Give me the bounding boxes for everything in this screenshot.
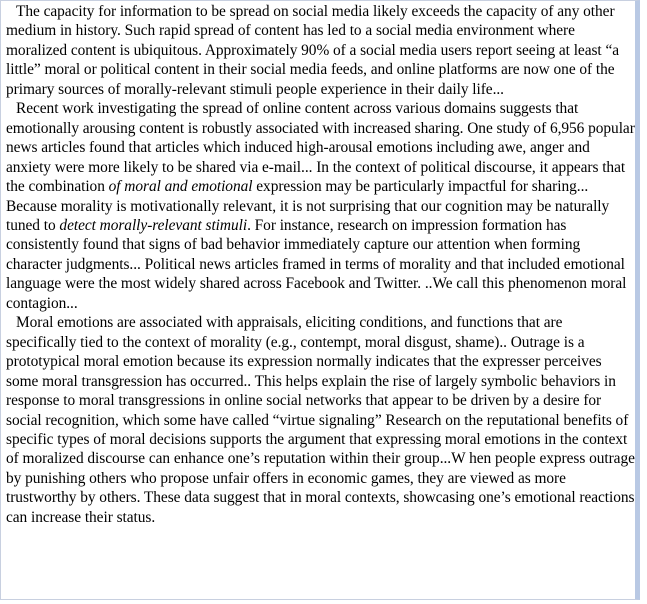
paragraph-2-text-c: . For instance, research on impression formation has consistently found that signs of bad behavior immediately capture our attention when forming character judgments... Political news articles framed in terms of morality and that included emotional language were the most widely shared across Facebook and Twitter. ..We call this phenomenon moral contagion...	[6, 216, 627, 312]
paragraph-1-text: The capacity for information to be spread on social media likely exceeds the capacity of any other medium in history. Such rapid spread of content has led to a social media environment where moralized content is ubiquitous. Approximately 90% of a social media users report seeing at least “a little” moral or political content in their social media feeds, and online platforms are now one of the primary sources of morally-relevant stimuli people experience in their daily life...	[6, 3, 620, 98]
paragraph-2-emphasis-moral-emotional: of moral and emotional	[108, 178, 253, 196]
paragraph-3	[6, 313, 635, 527]
paragraph-2-emphasis-detect-stimuli: detect morally-relevant stimuli	[59, 216, 248, 234]
paragraph-1	[6, 2, 635, 99]
paragraph-2-text-a: Recent work investigating the spread of online content across various domains suggests that emotionally arousing content is robustly associated with increased sharing. One study of 6,956 popular news articles found that articles which induced high-arousal emotions including awe, anger and anxiety were more likely to be shared via e-mail... In the context of political discourse, it appears that the combination	[6, 100, 635, 196]
document-body	[6, 2, 635, 527]
paragraph-2-text-b: expression may be particularly impactful for sharing... Because morality is motivationally relevant, it is not surprising that our cognition may be naturally tuned to	[6, 178, 610, 234]
paragraph-2	[6, 99, 635, 313]
paragraph-3-text: Moral emotions are associated with appraisals, eliciting conditions, and functions that are specifically tied to the context of morality (e.g., contempt, moral disgust, shame).. Outrage is a prototypical moral emotion because its expression normally indicates that the expresser perceives some moral transgression has occurred.. This helps explain the rise of largely symbolic behaviors in response to moral transgressions in online social networks that appear to be driven by a desire for social recognition, which some have called “virtue signaling” Research on the reputational benefits of specific types of moral decisions supports the argument that expressing moral emotions in the context of moralized discourse can enhance one’s reputation within their group...W hen people express outrage by punishing others who propose unfair offers in economic games, they are viewed as more trustworthy by others. These data suggest that in moral contexts, showcasing one’s emotional reactions can increase their status.	[6, 314, 635, 526]
